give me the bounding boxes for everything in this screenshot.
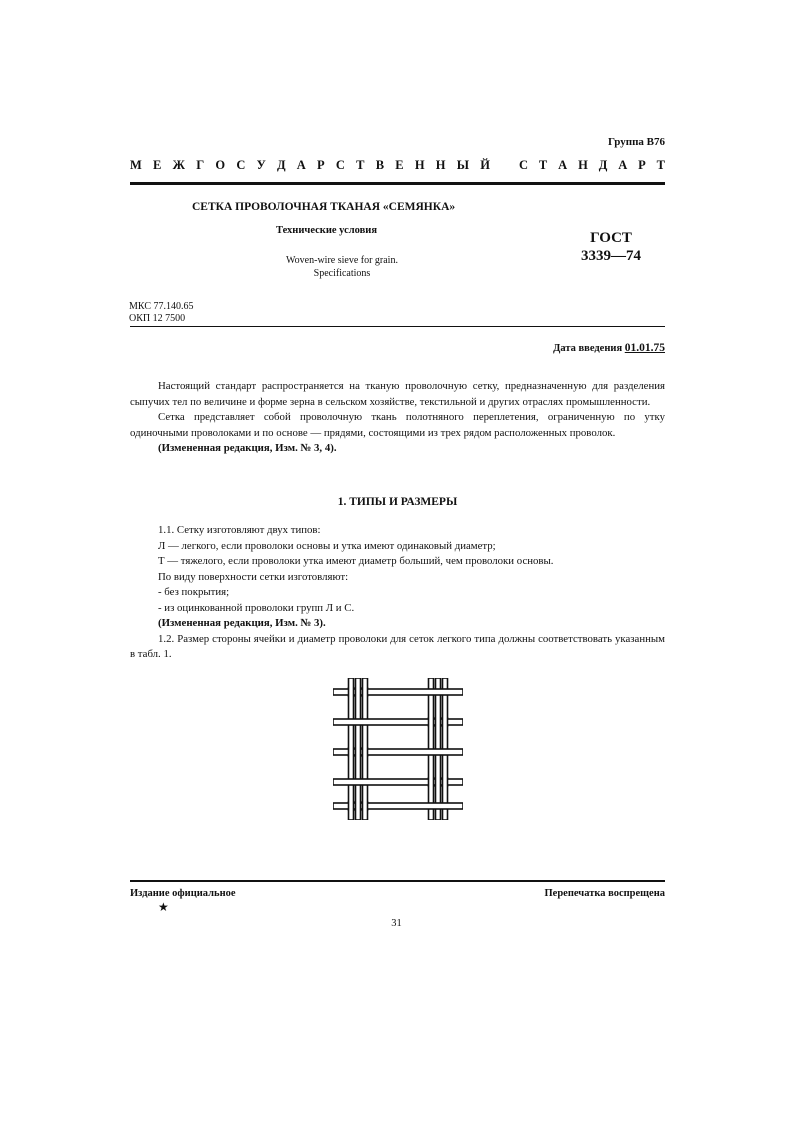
intro-amendment-note: (Измененная редакция, Изм. № 3, 4). [158, 442, 337, 454]
codes-rule [130, 326, 665, 327]
intro-text [130, 379, 665, 457]
type-heavy: Т — тяжелого, если проволоки утка имеют диаметр больший, чем проволоки основы. [158, 555, 554, 567]
gost-number: 3339—74 [581, 248, 641, 264]
star-icon: ★ [158, 900, 169, 914]
intro-paragraph-1: Настоящий стандарт распространяется на тканую проволочную сетку, предназначенную для разделения сыпучих тел по величине и форме зерна в сельском хозяйстве, текстильной и других отраслях промышленности. [130, 380, 665, 408]
english-title-line2: Specifications [313, 268, 371, 279]
header-rule [130, 182, 665, 185]
section-heading: 1. ТИПЫ И РАЗМЕРЫ [337, 496, 458, 508]
effective-date-label: Дата введения [553, 343, 623, 354]
woven-mesh-figure [333, 678, 463, 820]
surface-intro: По виду поверхности сетки изготовляют: [158, 570, 349, 583]
gost-label: ГОСТ [590, 230, 632, 246]
standard-word-interstate: М Е Ж Г О С У Д А Р С Т В Е Н Н Ы Й [130, 158, 490, 172]
page-number: 31 [391, 918, 402, 929]
footer-rule [130, 880, 665, 882]
effective-date [553, 342, 665, 354]
surface-uncoated: - без покрытия; [158, 586, 230, 598]
official-edition: Издание официальное [130, 888, 236, 899]
okp-code: ОКП 12 7500 [129, 313, 186, 324]
document-title: СЕТКА ПРОВОЛОЧНАЯ ТКАНАЯ «СЕМЯНКА» [192, 201, 456, 213]
intro-paragraph-2: Сетка представляет собой проволочную ткань полотняного переплетения, ограниченную по утку одиночными проволоками и по основе — прядями, состоящими из трех рядом расположенных проволок. [130, 411, 665, 439]
gost-designation [577, 229, 645, 265]
mks-code: МКС 77.140.65 [129, 301, 194, 312]
surface-galvanized: - из оцинкованной проволоки групп Л и С. [158, 601, 355, 614]
standard-type-heading [130, 158, 665, 173]
section-1-text [130, 523, 665, 663]
section-amendment-note: (Измененная редакция, Изм. № 3). [158, 617, 326, 629]
standard-word-standard: С Т А Н Д А Р Т [519, 158, 665, 172]
clause-1-1: 1.1. Сетку изготовляют двух типов: [158, 524, 321, 536]
mesh-drawing [333, 678, 463, 820]
clause-1-2: 1.2. Размер стороны ячейки и диаметр проволоки для сеток легкого типа должны соответствовать указанным в табл. 1. [130, 632, 665, 660]
effective-date-value: 01.01.75 [624, 342, 665, 354]
type-light: Л — легкого, если проволоки основы и утка имеют одинаковый диаметр; [158, 539, 496, 552]
group-code: Группа В76 [607, 136, 665, 148]
classification-codes [129, 301, 193, 325]
english-title-line1: Woven-wire sieve for grain. [286, 255, 398, 266]
english-title [262, 254, 422, 280]
document-subtitle: Технические условия [276, 225, 378, 236]
reprint-prohibited: Перепечатка воспрещена [544, 888, 665, 899]
